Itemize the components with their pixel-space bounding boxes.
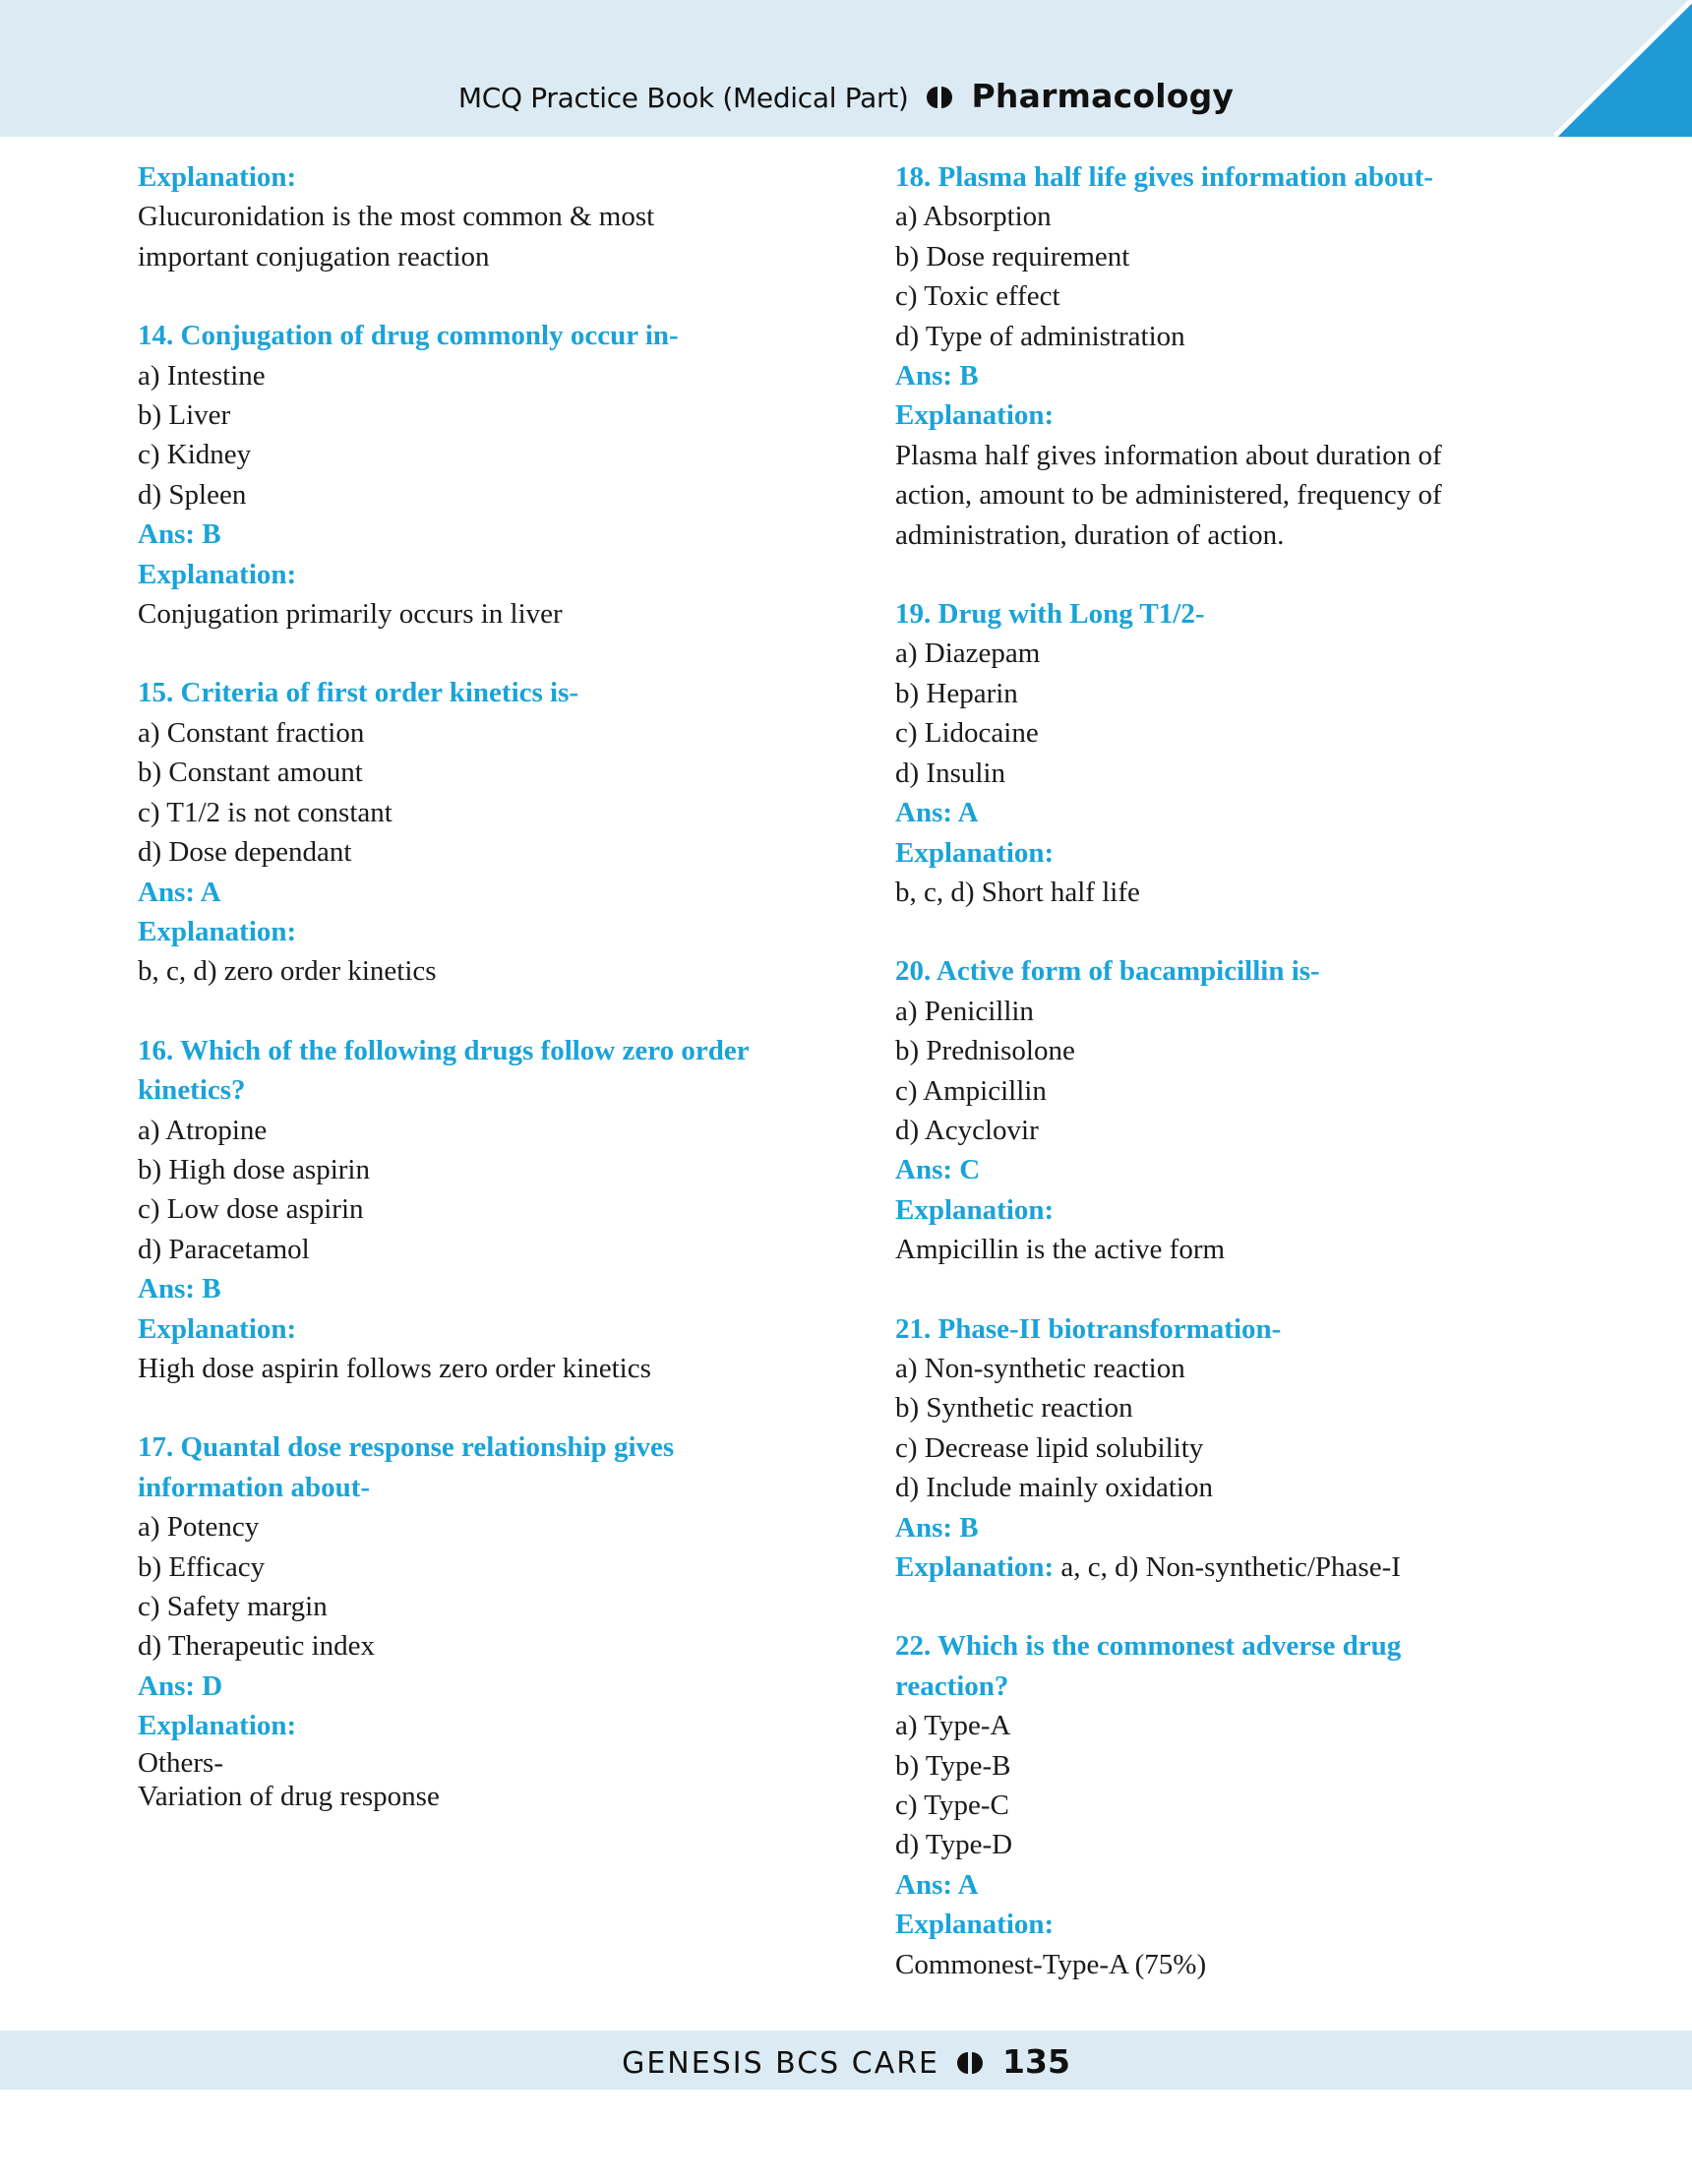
explanation-text: High dose aspirin follows zero order kinetics [138, 1352, 651, 1384]
explanation-text: Plasma half gives information about duration of [895, 439, 1442, 471]
explanation-text: a, c, d) Non-synthetic/Phase-I [1060, 1551, 1401, 1583]
option-b: b) Prednisolone [895, 1035, 1075, 1067]
question-title: information about- [138, 1471, 371, 1503]
explanation-label: Explanation: [895, 836, 1055, 869]
left-column [138, 157, 816, 1852]
explanation-label: Explanation: [895, 399, 1055, 432]
question-22 [895, 1626, 1603, 1984]
answer: Ans: B [138, 518, 221, 551]
option-d: d) Acyclovir [895, 1114, 1039, 1146]
option-d: d) Therapeutic index [138, 1630, 376, 1663]
option-d: d) Include mainly oxidation [895, 1472, 1213, 1504]
answer: Ans: B [138, 1273, 221, 1305]
separator-icon [953, 2052, 987, 2074]
option-a: a) Potency [138, 1511, 260, 1544]
question-title: 20. Active form of bacampicillin is- [895, 955, 1320, 988]
option-c: c) Type-C [895, 1790, 1009, 1822]
question-14 [138, 316, 816, 634]
explanation-row [895, 1547, 1603, 1587]
question-13-explanation [138, 157, 816, 276]
option-c: c) Lidocaine [895, 717, 1039, 750]
option-a: a) Constant fraction [138, 716, 365, 749]
option-b: b) Synthetic reaction [895, 1392, 1133, 1425]
option-a: a) Absorption [895, 201, 1052, 233]
question-21 [895, 1309, 1603, 1588]
page-header [0, 0, 1692, 137]
explanation-text: b, c, d) Short half life [895, 876, 1140, 908]
explanation-label: Explanation: [138, 1312, 297, 1345]
explanation-text: Variation of drug response [138, 1780, 440, 1812]
question-title: 21. Phase-II biotransformation- [895, 1312, 1282, 1345]
separator-icon [923, 87, 956, 108]
corner-triangle-icon [1554, 0, 1692, 137]
option-a: a) Intestine [138, 359, 266, 392]
answer: Ans: B [895, 360, 979, 393]
answer: Ans: C [895, 1154, 981, 1186]
explanation-label: Explanation: [895, 1909, 1055, 1941]
header-title [0, 77, 1692, 115]
option-c: c) Low dose aspirin [138, 1193, 364, 1226]
explanation-text: Ampicillin is the active form [895, 1234, 1226, 1266]
option-c: c) Decrease lipid solubility [895, 1431, 1204, 1464]
option-b: b) Efficacy [138, 1550, 266, 1583]
question-15 [138, 673, 816, 991]
option-b: b) Type-B [895, 1749, 1011, 1782]
explanation-text: important conjugation reaction [138, 240, 490, 273]
option-b: b) Dose requirement [895, 240, 1130, 273]
answer: Ans: A [138, 876, 221, 908]
option-b: b) High dose aspirin [138, 1153, 370, 1185]
question-title: 14. Conjugation of drug commonly occur in- [138, 320, 679, 352]
book-title: MCQ Practice Book (Medical Part) [457, 82, 909, 114]
question-title: 22. Which is the commonest adverse drug [895, 1630, 1402, 1663]
explanation-text: Conjugation primarily occurs in liver [138, 598, 563, 631]
page-footer [0, 2031, 1692, 2090]
explanation-label: Explanation: [138, 1710, 297, 1742]
explanation-label: Explanation: [138, 915, 297, 947]
explanation-label: Explanation: [895, 1193, 1055, 1226]
subject-title: Pharmacology [971, 77, 1235, 115]
right-column [895, 157, 1603, 2024]
explanation-text: Commonest-Type-A (75%) [895, 1948, 1207, 1980]
explanation-label: Explanation: [895, 1551, 1055, 1583]
explanation-text: administration, duration of action. [895, 518, 1285, 551]
question-19 [895, 594, 1603, 912]
question-title: kinetics? [138, 1074, 246, 1107]
option-c: c) Toxic effect [895, 280, 1060, 313]
footer-text [0, 2042, 1692, 2081]
option-a: a) Non-synthetic reaction [895, 1352, 1185, 1384]
footer-brand: GENESIS BCS CARE [622, 2046, 940, 2081]
question-title: 17. Quantal dose response relationship gives [138, 1431, 675, 1464]
explanation-label: Explanation: [138, 161, 297, 193]
answer: Ans: A [895, 797, 979, 829]
question-17 [138, 1427, 816, 1812]
option-c: c) Kidney [138, 439, 252, 471]
question-title: 19. Drug with Long T1/2- [895, 598, 1205, 631]
option-c: c) Ampicillin [895, 1074, 1047, 1107]
option-a: a) Atropine [138, 1114, 268, 1146]
answer: Ans: A [895, 1868, 979, 1901]
explanation-text: Glucuronidation is the most common & most [138, 201, 655, 233]
question-20 [895, 951, 1603, 1269]
option-a: a) Type-A [895, 1710, 1011, 1742]
option-b: b) Liver [138, 399, 231, 432]
option-d: d) Insulin [895, 757, 1005, 789]
option-c: c) Safety margin [138, 1591, 328, 1622]
page-number: 135 [1002, 2042, 1070, 2081]
option-b: b) Heparin [895, 677, 1018, 709]
option-d: d) Type-D [895, 1829, 1013, 1861]
option-a: a) Penicillin [895, 995, 1034, 1027]
option-c: c) T1/2 is not constant [138, 796, 393, 828]
answer: Ans: B [895, 1511, 979, 1544]
option-d: d) Type of administration [895, 320, 1185, 352]
option-d: d) Dose dependant [138, 836, 352, 869]
question-title: reaction? [895, 1669, 1009, 1702]
explanation-text: Others- [138, 1746, 223, 1779]
question-title: 18. Plasma half life gives information about- [895, 161, 1433, 193]
question-18 [895, 157, 1603, 555]
explanation-text: action, amount to be administered, frequency of [895, 479, 1442, 512]
option-d: d) Spleen [138, 478, 247, 511]
option-b: b) Constant amount [138, 757, 363, 789]
answer: Ans: D [138, 1669, 223, 1702]
question-title: 16. Which of the following drugs follow zero order [138, 1034, 750, 1066]
question-title: 15. Criteria of first order kinetics is- [138, 677, 579, 709]
option-d: d) Paracetamol [138, 1233, 310, 1265]
option-a: a) Diazepam [895, 637, 1041, 670]
explanation-text: b, c, d) zero order kinetics [138, 955, 437, 988]
explanation-label: Explanation: [138, 558, 297, 590]
question-16 [138, 1031, 816, 1389]
